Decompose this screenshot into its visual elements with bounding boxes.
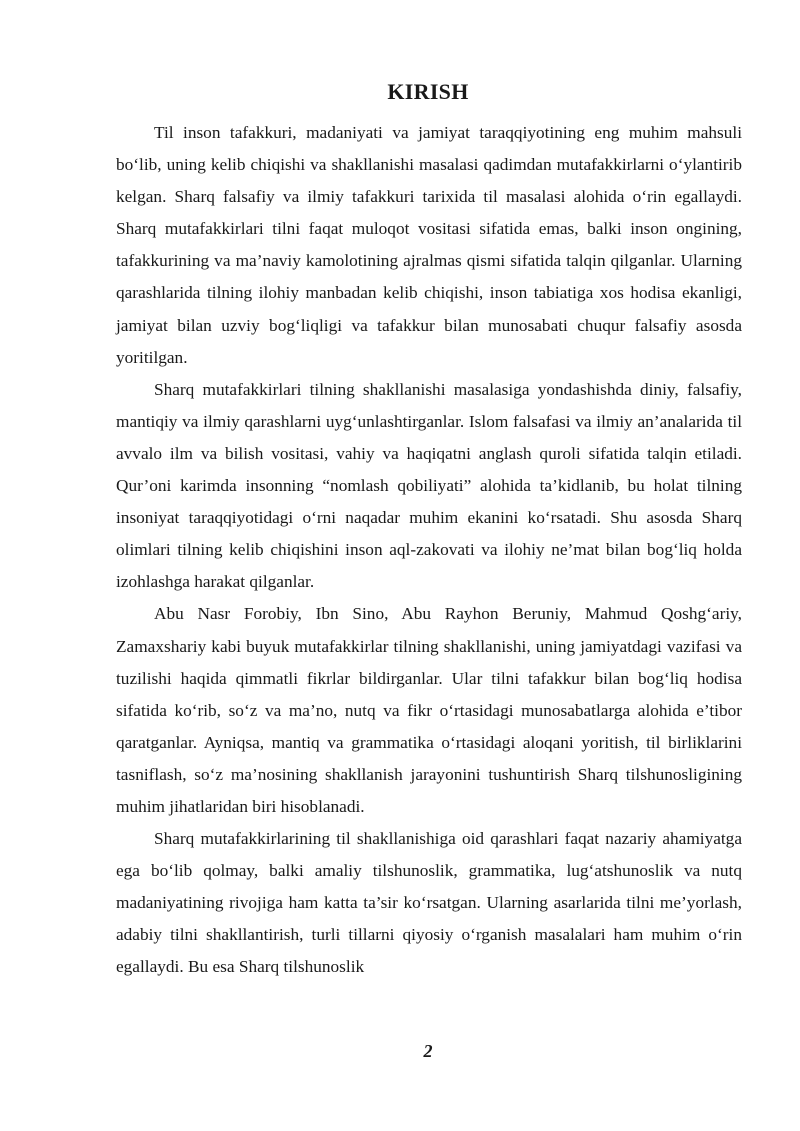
paragraph: Abu Nasr Forobiy, Ibn Sino, Abu Rayhon Beruniy, Mahmud Qoshg‘ariy, Zamaxshariy kabi buyuk mutafakkirlar tilning shakllanishi, uning jamiyatdagi vazifasi va tuzilishi haqida qimmatli fikrlar bildirganlar. Ular tilni tafakkur bilan bog‘liq hodisa sifatida ko‘rib, so‘z va ma’no, nutq va fikr o‘rtasidagi munosabatlarga alohida e’tibor qaratganlar. Ayniqsa, mantiq va grammatika o‘rtasidagi aloqani yoritish, til birliklarini tasniflash, so‘z ma’nosining shakllanish jarayonini tushuntirish Sharq tilshunosligining muhim jihatlaridan biri hisoblanadi. — [116, 604, 742, 816]
page-number: 2 — [423, 1041, 433, 1061]
paragraph: Sharq mutafakkirlarining til shakllanishiga oid qarashlari faqat nazariy ahamiyatga ega bo‘lib qolmay, balki amaliy tilshunoslik, grammatika, lug‘atshunoslik va nutq madaniyatining rivojiga ham katta ta’sir ko‘rsatgan. Ularning asarlarida tilni me’yorlash, adabiy tilni shakllantirish, turli tillarni qiyosiy o‘rganish masalalari ham muhim o‘rin egallaydi. Bu esa Sharq tilshunoslik — [116, 829, 742, 977]
body-text — [116, 117, 742, 984]
paragraph: Til inson tafakkuri, madaniyati va jamiyat taraqqiyotining eng muhim mahsuli bo‘lib, uning kelib chiqishi va shakllanishi masalasi qadimdan mutafakkirlarni o‘ylantirib kelgan. Sharq falsafiy va ilmiy tafakkuri tarixida til masalasi alohida o‘rin egallaydi. Sharq mutafakkirlari tilni faqat muloqot vositasi sifatida emas, balki inson ongining, tafakkurining va ma’naviy kamolotining ajralmas qismi sifatida talqin qilganlar. Ularning qarashlarida tilning ilohiy manbadan kelib chiqishi, inson tabiatiga xos hodisa ekanligi, jamiyat bilan uzviy bog‘liqligi va tafakkur bilan munosabati chuqur falsafiy asosda yoritilgan. — [116, 123, 742, 367]
paragraph: Sharq mutafakkirlari tilning shakllanishi masalasiga yondashishda diniy, falsafiy, mantiqiy va ilmiy qarashlarni uyg‘unlashtirganlar. Islom falsafasi va ilmiy an’analarida til avvalo ilm va bilish vositasi, vahiy va haqiqatni anglash quroli sifatida talqin etiladi. Qur’oni karimda insonning “nomlash qobiliyati” alohida ta’kidlanib, bu holat tilning insoniyat taraqqiyotidagi o‘rni naqadar muhim ekanini ko‘rsatadi. Shu asosda Sharq olimlari tilning kelib chiqishini inson aql-zakovati va ilohiy ne’mat bilan bog‘liq holda izohlashga harakat qilganlar. — [116, 379, 742, 592]
section-title: KIRISH — [387, 79, 469, 104]
